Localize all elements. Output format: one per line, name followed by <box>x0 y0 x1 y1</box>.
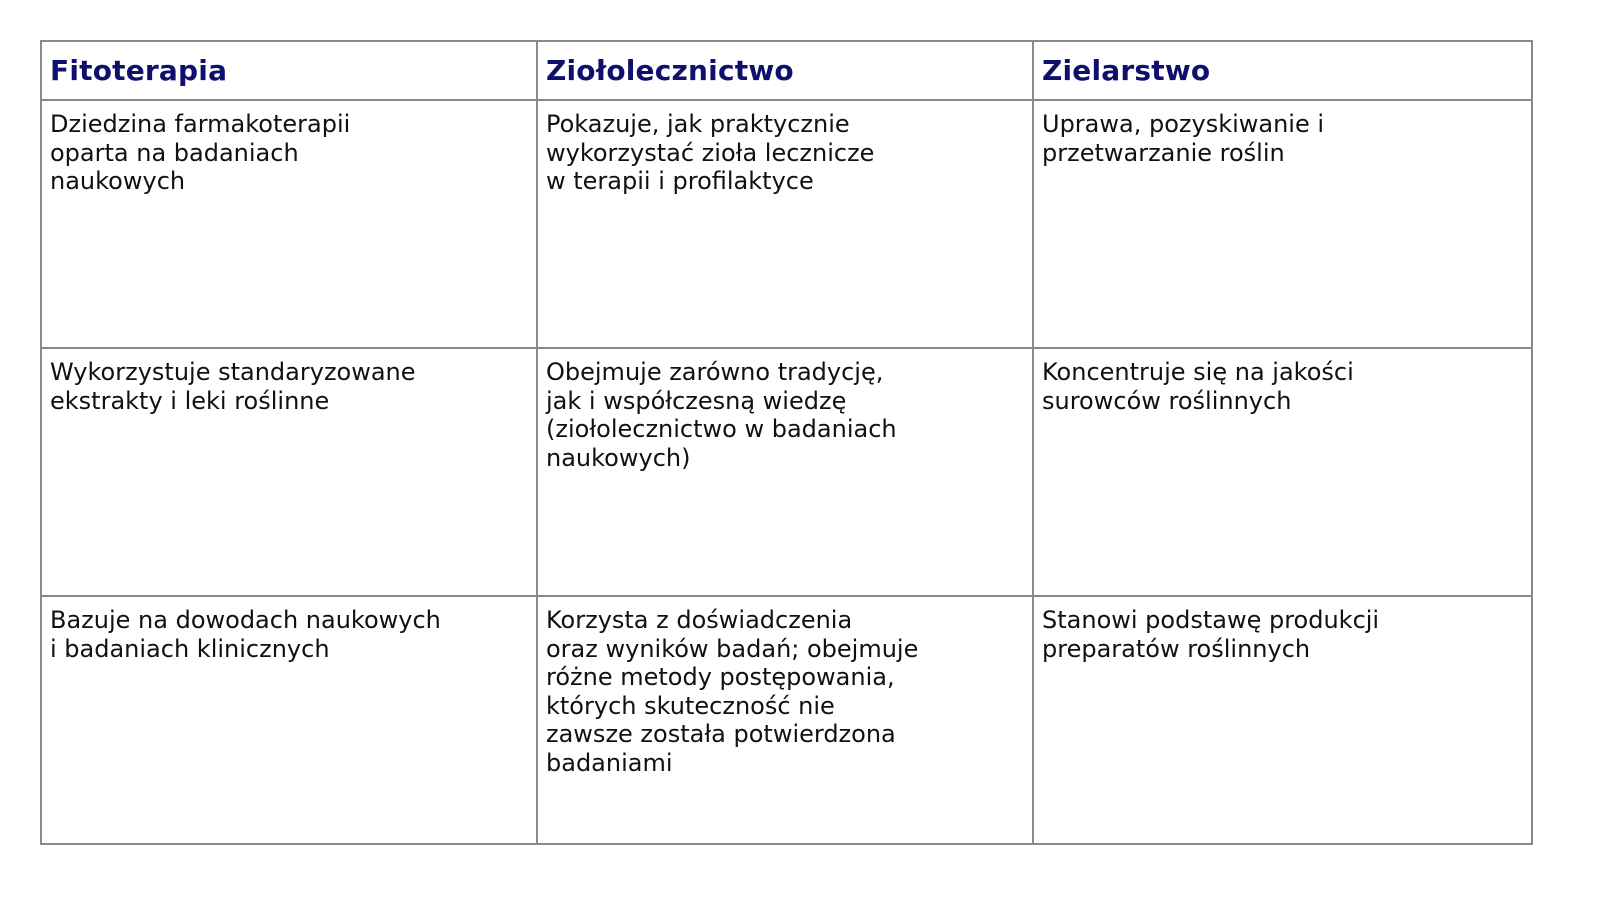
table-row <box>41 596 1532 844</box>
table-header-row <box>41 41 1532 100</box>
table-cell: Pokazuje, jak praktycznie wykorzystać zioła lecznicze w terapii i profilaktyce <box>537 100 1033 348</box>
table-cell: Dziedzina farmakoterapii oparta na badaniach naukowych <box>41 100 537 348</box>
header-ziololecznictwo: Ziołolecznictwo <box>537 41 1033 100</box>
header-fitoterapia: Fitoterapia <box>41 41 537 100</box>
table-row <box>41 348 1532 596</box>
table-cell: Bazuje na dowodach naukowych i badaniach klinicznych <box>41 596 537 844</box>
header-zielarstwo: Zielarstwo <box>1033 41 1532 100</box>
table-row <box>41 100 1532 348</box>
table-cell: Wykorzystuje standaryzowane ekstrakty i leki roślinne <box>41 348 537 596</box>
table-cell: Korzysta z doświadczenia oraz wyników badań; obejmuje różne metody postępowania, których skuteczność nie zawsze została potwierdzona badaniami <box>537 596 1033 844</box>
table-cell: Koncentruje się na jakości surowców roślinnych <box>1033 348 1532 596</box>
table-cell: Stanowi podstawę produkcji preparatów roślinnych <box>1033 596 1532 844</box>
comparison-table <box>40 40 1533 845</box>
comparison-table-container <box>40 40 1531 844</box>
table-cell: Uprawa, pozyskiwanie i przetwarzanie roślin <box>1033 100 1532 348</box>
table-cell: Obejmuje zarówno tradycję, jak i współczesną wiedzę (ziołolecznictwo w badaniach naukowych) <box>537 348 1033 596</box>
